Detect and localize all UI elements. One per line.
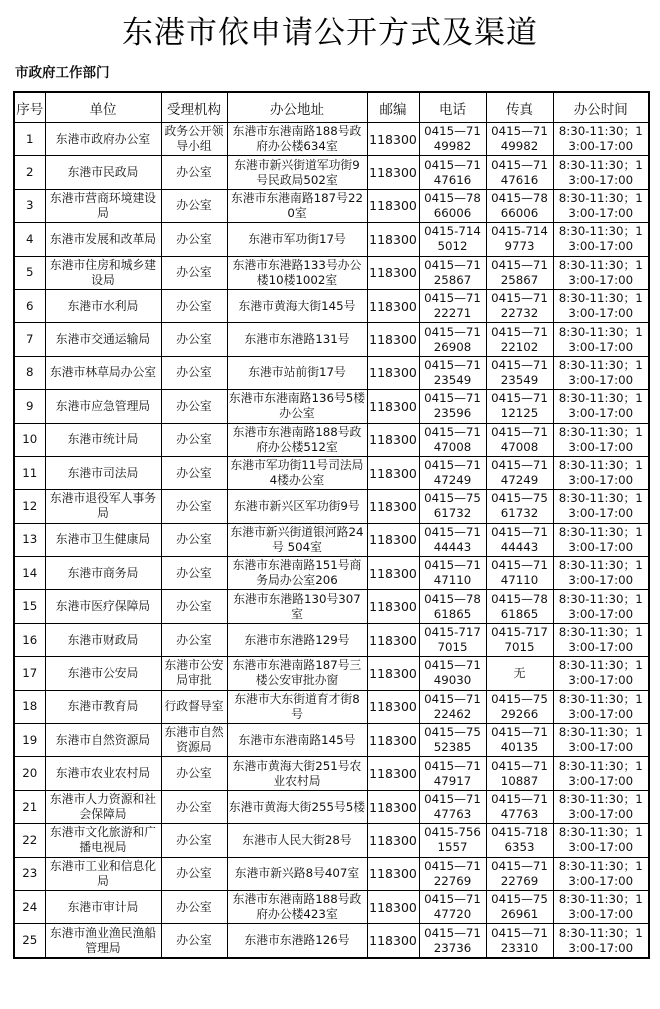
cell-hours: 8:30-11:30；13:00-17:00: [553, 824, 649, 857]
cell-unit: 东港市公安局: [45, 657, 161, 690]
table-row: [14, 156, 649, 189]
cell-no: 13: [14, 523, 45, 556]
cell-no: 17: [14, 657, 45, 690]
cell-hours: 8:30-11:30；13:00-17:00: [553, 256, 649, 289]
cell-postcode: 118300: [367, 724, 419, 757]
table-row: [14, 590, 649, 623]
cell-hours: 8:30-11:30；13:00-17:00: [553, 924, 649, 958]
cell-office: 办公室: [161, 623, 227, 656]
page-title: 东港市依申请公开方式及渠道: [122, 15, 538, 51]
cell-postcode: 118300: [367, 924, 419, 958]
cell-no: 23: [14, 857, 45, 890]
cell-phone: 0415—7147249: [419, 456, 486, 489]
cell-office: 办公室: [161, 156, 227, 189]
cell-postcode: 118300: [367, 523, 419, 556]
cell-no: 6: [14, 289, 45, 322]
cell-office: 办公室: [161, 924, 227, 958]
cell-unit: 东港市应急管理局: [45, 390, 161, 423]
table-row: [14, 223, 649, 256]
cell-office: 东港市自然资源局: [161, 724, 227, 757]
cell-phone: 0415—7147008: [419, 423, 486, 456]
cell-unit: 东港市人力资源和社会保障局: [45, 790, 161, 823]
cell-fax: 0415—7122732: [486, 289, 553, 322]
table-row: [14, 623, 649, 656]
cell-hours: 8:30-11:30；13:00-17:00: [553, 623, 649, 656]
cell-address: 东港市黄海大街145号: [227, 289, 367, 322]
cell-hours: 8:30-11:30；13:00-17:00: [553, 557, 649, 590]
cell-postcode: 118300: [367, 857, 419, 890]
cell-postcode: 118300: [367, 657, 419, 690]
cell-hours: 8:30-11:30；13:00-17:00: [553, 690, 649, 723]
header-office: 受理机构: [161, 92, 227, 123]
table-row: [14, 924, 649, 958]
cell-postcode: 118300: [367, 790, 419, 823]
cell-office: 办公室: [161, 790, 227, 823]
cell-address: 东港市东港路129号: [227, 623, 367, 656]
table-row: [14, 256, 649, 289]
cell-address: 东港市东港路130号307室: [227, 590, 367, 623]
cell-phone: 0415—7147110: [419, 557, 486, 590]
cell-unit: 东港市发展和改革局: [45, 223, 161, 256]
cell-address: 东港市东港南路188号政府办公楼634室: [227, 123, 367, 156]
header-row: [14, 92, 649, 123]
cell-unit: 东港市政府办公室: [45, 123, 161, 156]
cell-phone: 0415—7561732: [419, 490, 486, 523]
table-row: [14, 423, 649, 456]
cell-address: 东港市东港路131号: [227, 323, 367, 356]
cell-office: 政务公开领导小组: [161, 123, 227, 156]
cell-address: 东港市新兴街道银河路24号 504室: [227, 523, 367, 556]
cell-hours: 8:30-11:30；13:00-17:00: [553, 456, 649, 489]
cell-no: 21: [14, 790, 45, 823]
cell-phone: 0415—7123549: [419, 356, 486, 389]
cell-phone: 0415—7122271: [419, 289, 486, 322]
cell-hours: 8:30-11:30；13:00-17:00: [553, 223, 649, 256]
cell-unit: 东港市商务局: [45, 557, 161, 590]
cell-no: 19: [14, 724, 45, 757]
cell-postcode: 118300: [367, 423, 419, 456]
cell-hours: 8:30-11:30；13:00-17:00: [553, 590, 649, 623]
table-row: [14, 323, 649, 356]
cell-no: 18: [14, 690, 45, 723]
cell-address: 东港市东港南路145号: [227, 724, 367, 757]
cell-phone: 0415—7147917: [419, 757, 486, 790]
cell-no: 11: [14, 456, 45, 489]
cell-address: 东港市黄海大街251号农业农村局: [227, 757, 367, 790]
cell-phone: 0415—7123736: [419, 924, 486, 958]
cell-office: 办公室: [161, 523, 227, 556]
cell-address: 东港市东港南路136号5楼办公室: [227, 390, 367, 423]
cell-fax: 0415—7147249: [486, 456, 553, 489]
cell-address: 东港市东港南路187号220室: [227, 189, 367, 222]
cell-address: 东港市东港南路187号三楼公安审批办窗: [227, 657, 367, 690]
cell-unit: 东港市卫生健康局: [45, 523, 161, 556]
cell-no: 1: [14, 123, 45, 156]
cell-no: 8: [14, 356, 45, 389]
cell-phone: 0415—7125867: [419, 256, 486, 289]
cell-fax: 0415—7147110: [486, 557, 553, 590]
cell-no: 14: [14, 557, 45, 590]
cell-unit: 东港市工业和信息化局: [45, 857, 161, 890]
table-row: [14, 690, 649, 723]
cell-hours: 8:30-11:30；13:00-17:00: [553, 289, 649, 322]
cell-fax: 0415—7147763: [486, 790, 553, 823]
cell-office: 办公室: [161, 757, 227, 790]
cell-unit: 东港市水利局: [45, 289, 161, 322]
cell-no: 4: [14, 223, 45, 256]
cell-hours: 8:30-11:30；13:00-17:00: [553, 323, 649, 356]
cell-postcode: 118300: [367, 256, 419, 289]
cell-hours: 8:30-11:30；13:00-17:00: [553, 724, 649, 757]
cell-phone: 0415—7123596: [419, 390, 486, 423]
header-unit: 单位: [45, 92, 161, 123]
cell-fax: 0415—7147616: [486, 156, 553, 189]
cell-unit: 东港市林草局办公室: [45, 356, 161, 389]
cell-no: 20: [14, 757, 45, 790]
cell-no: 7: [14, 323, 45, 356]
cell-postcode: 118300: [367, 757, 419, 790]
cell-hours: 8:30-11:30；13:00-17:00: [553, 857, 649, 890]
cell-office: 办公室: [161, 256, 227, 289]
cell-postcode: 118300: [367, 156, 419, 189]
table-row: [14, 557, 649, 590]
cell-office: 办公室: [161, 557, 227, 590]
cell-fax: 0415—7149982: [486, 123, 553, 156]
cell-office: 东港市公安局审批: [161, 657, 227, 690]
cell-address: 东港市东港南路151号商务局办公室206: [227, 557, 367, 590]
cell-office: 办公室: [161, 890, 227, 923]
cell-phone: 0415-7145012: [419, 223, 486, 256]
cell-unit: 东港市住房和城乡建设局: [45, 256, 161, 289]
cell-hours: 8:30-11:30；13:00-17:00: [553, 123, 649, 156]
cell-fax: 0415—7866006: [486, 189, 553, 222]
cell-office: 办公室: [161, 356, 227, 389]
cell-unit: 东港市教育局: [45, 690, 161, 723]
cell-no: 22: [14, 824, 45, 857]
header-address: 办公地址: [227, 92, 367, 123]
cell-phone: 0415—7149982: [419, 123, 486, 156]
table-row: [14, 456, 649, 489]
cell-office: 办公室: [161, 824, 227, 857]
cell-address: 东港市东港路126号: [227, 924, 367, 958]
cell-unit: 东港市财政局: [45, 623, 161, 656]
cell-fax: 0415—7861865: [486, 590, 553, 623]
header-no: 序号: [14, 92, 45, 123]
cell-address: 东港市东港南路188号政府办公楼512室: [227, 423, 367, 456]
cell-office: 办公室: [161, 423, 227, 456]
cell-phone: 0415—7149030: [419, 657, 486, 690]
cell-fax: 0415—7125867: [486, 256, 553, 289]
section-subtitle: 市政府工作部门: [15, 65, 110, 81]
table-row: [14, 356, 649, 389]
cell-postcode: 118300: [367, 890, 419, 923]
cell-address: 东港市军功街17号: [227, 223, 367, 256]
cell-hours: 8:30-11:30；13:00-17:00: [553, 156, 649, 189]
cell-postcode: 118300: [367, 390, 419, 423]
cell-postcode: 118300: [367, 123, 419, 156]
cell-phone: 0415—7147763: [419, 790, 486, 823]
cell-unit: 东港市医疗保障局: [45, 590, 161, 623]
cell-unit: 东港市统计局: [45, 423, 161, 456]
cell-phone: 0415—7147616: [419, 156, 486, 189]
cell-fax: 0415—7123549: [486, 356, 553, 389]
cell-no: 2: [14, 156, 45, 189]
cell-hours: 8:30-11:30；13:00-17:00: [553, 356, 649, 389]
cell-fax: 0415—7122102: [486, 323, 553, 356]
cell-fax: 0415—7144443: [486, 523, 553, 556]
cell-unit: 东港市自然资源局: [45, 724, 161, 757]
cell-phone: 0415—7122462: [419, 690, 486, 723]
cell-fax: 0415—7147008: [486, 423, 553, 456]
cell-no: 25: [14, 924, 45, 958]
cell-postcode: 118300: [367, 824, 419, 857]
cell-address: 东港市新兴街道军功街9号民政局502室: [227, 156, 367, 189]
cell-hours: 8:30-11:30；13:00-17:00: [553, 657, 649, 690]
cell-postcode: 118300: [367, 323, 419, 356]
cell-no: 24: [14, 890, 45, 923]
cell-office: 办公室: [161, 857, 227, 890]
cell-fax: 0415—7110887: [486, 757, 553, 790]
cell-fax: 0415—7529266: [486, 690, 553, 723]
cell-postcode: 118300: [367, 690, 419, 723]
cell-no: 3: [14, 189, 45, 222]
cell-unit: 东港市文化旅游和广播电视局: [45, 824, 161, 857]
cell-phone: 0415—7552385: [419, 724, 486, 757]
table-row: [14, 857, 649, 890]
cell-no: 15: [14, 590, 45, 623]
cell-unit: 东港市农业农村局: [45, 757, 161, 790]
cell-postcode: 118300: [367, 289, 419, 322]
cell-unit: 东港市交通运输局: [45, 323, 161, 356]
cell-hours: 8:30-11:30；13:00-17:00: [553, 423, 649, 456]
cell-postcode: 118300: [367, 189, 419, 222]
table-row: [14, 657, 649, 690]
cell-office: 办公室: [161, 590, 227, 623]
cell-phone: 0415—7122769: [419, 857, 486, 890]
cell-address: 东港市人民大街28号: [227, 824, 367, 857]
table-row: [14, 790, 649, 823]
cell-address: 东港市大东街道育才街8号: [227, 690, 367, 723]
table-row: [14, 724, 649, 757]
cell-address: 东港市黄海大街255号5楼: [227, 790, 367, 823]
cell-fax: 0415-7186353: [486, 824, 553, 857]
table-row: [14, 890, 649, 923]
cell-phone: 0415—7147720: [419, 890, 486, 923]
cell-hours: 8:30-11:30；13:00-17:00: [553, 757, 649, 790]
cell-address: 东港市站前街17号: [227, 356, 367, 389]
table-row: [14, 390, 649, 423]
table-row: [14, 123, 649, 156]
table-row: [14, 189, 649, 222]
cell-phone: 0415-7177015: [419, 623, 486, 656]
cell-address: 东港市军功街11号司法局4楼办公室: [227, 456, 367, 489]
table-row: [14, 757, 649, 790]
header-fax: 传真: [486, 92, 553, 123]
table-row: [14, 824, 649, 857]
cell-office: 办公室: [161, 390, 227, 423]
header-phone: 电话: [419, 92, 486, 123]
cell-phone: 0415—7861865: [419, 590, 486, 623]
cell-hours: 8:30-11:30；13:00-17:00: [553, 189, 649, 222]
cell-phone: 0415—7866006: [419, 189, 486, 222]
cell-postcode: 118300: [367, 590, 419, 623]
cell-office: 办公室: [161, 323, 227, 356]
cell-unit: 东港市渔业渔民渔船管理局: [45, 924, 161, 958]
header-hours: 办公时间: [553, 92, 649, 123]
cell-hours: 8:30-11:30；13:00-17:00: [553, 490, 649, 523]
cell-address: 东港市东港路133号办公楼10楼1002室: [227, 256, 367, 289]
cell-fax: 0415—7140135: [486, 724, 553, 757]
cell-fax: 0415—7123310: [486, 924, 553, 958]
cell-fax: 无: [486, 657, 553, 690]
cell-fax: 0415-7149773: [486, 223, 553, 256]
cell-postcode: 118300: [367, 356, 419, 389]
cell-postcode: 118300: [367, 557, 419, 590]
table-row: [14, 523, 649, 556]
cell-address: 东港市东港南路188号政府办公楼423室: [227, 890, 367, 923]
cell-unit: 东港市审计局: [45, 890, 161, 923]
cell-postcode: 118300: [367, 456, 419, 489]
header-postcode: 邮编: [367, 92, 419, 123]
cell-no: 16: [14, 623, 45, 656]
cell-office: 行政督导室: [161, 690, 227, 723]
cell-office: 办公室: [161, 490, 227, 523]
cell-office: 办公室: [161, 223, 227, 256]
cell-unit: 东港市退役军人事务局: [45, 490, 161, 523]
cell-unit: 东港市营商环境建设局: [45, 189, 161, 222]
cell-address: 东港市新兴路8号407室: [227, 857, 367, 890]
cell-address: 东港市新兴区军功街9号: [227, 490, 367, 523]
cell-hours: 8:30-11:30；13:00-17:00: [553, 890, 649, 923]
cell-fax: 0415—7561732: [486, 490, 553, 523]
table-row: [14, 289, 649, 322]
cell-no: 5: [14, 256, 45, 289]
cell-unit: 东港市民政局: [45, 156, 161, 189]
cell-office: 办公室: [161, 189, 227, 222]
cell-phone: 0415—7126908: [419, 323, 486, 356]
cell-phone: 0415-7561557: [419, 824, 486, 857]
table-row: [14, 490, 649, 523]
cell-no: 10: [14, 423, 45, 456]
cell-office: 办公室: [161, 289, 227, 322]
cell-fax: 0415-7177015: [486, 623, 553, 656]
cell-fax: 0415—7112125: [486, 390, 553, 423]
cell-no: 9: [14, 390, 45, 423]
cell-unit: 东港市司法局: [45, 456, 161, 489]
cell-no: 12: [14, 490, 45, 523]
cell-hours: 8:30-11:30；13:00-17:00: [553, 790, 649, 823]
channels-table: [13, 91, 650, 959]
cell-postcode: 118300: [367, 623, 419, 656]
cell-postcode: 118300: [367, 490, 419, 523]
cell-fax: 0415—7122769: [486, 857, 553, 890]
cell-fax: 0415—7526961: [486, 890, 553, 923]
cell-office: 办公室: [161, 456, 227, 489]
cell-postcode: 118300: [367, 223, 419, 256]
cell-hours: 8:30-11:30；13:00-17:00: [553, 523, 649, 556]
cell-phone: 0415—7144443: [419, 523, 486, 556]
cell-hours: 8:30-11:30；13:00-17:00: [553, 390, 649, 423]
